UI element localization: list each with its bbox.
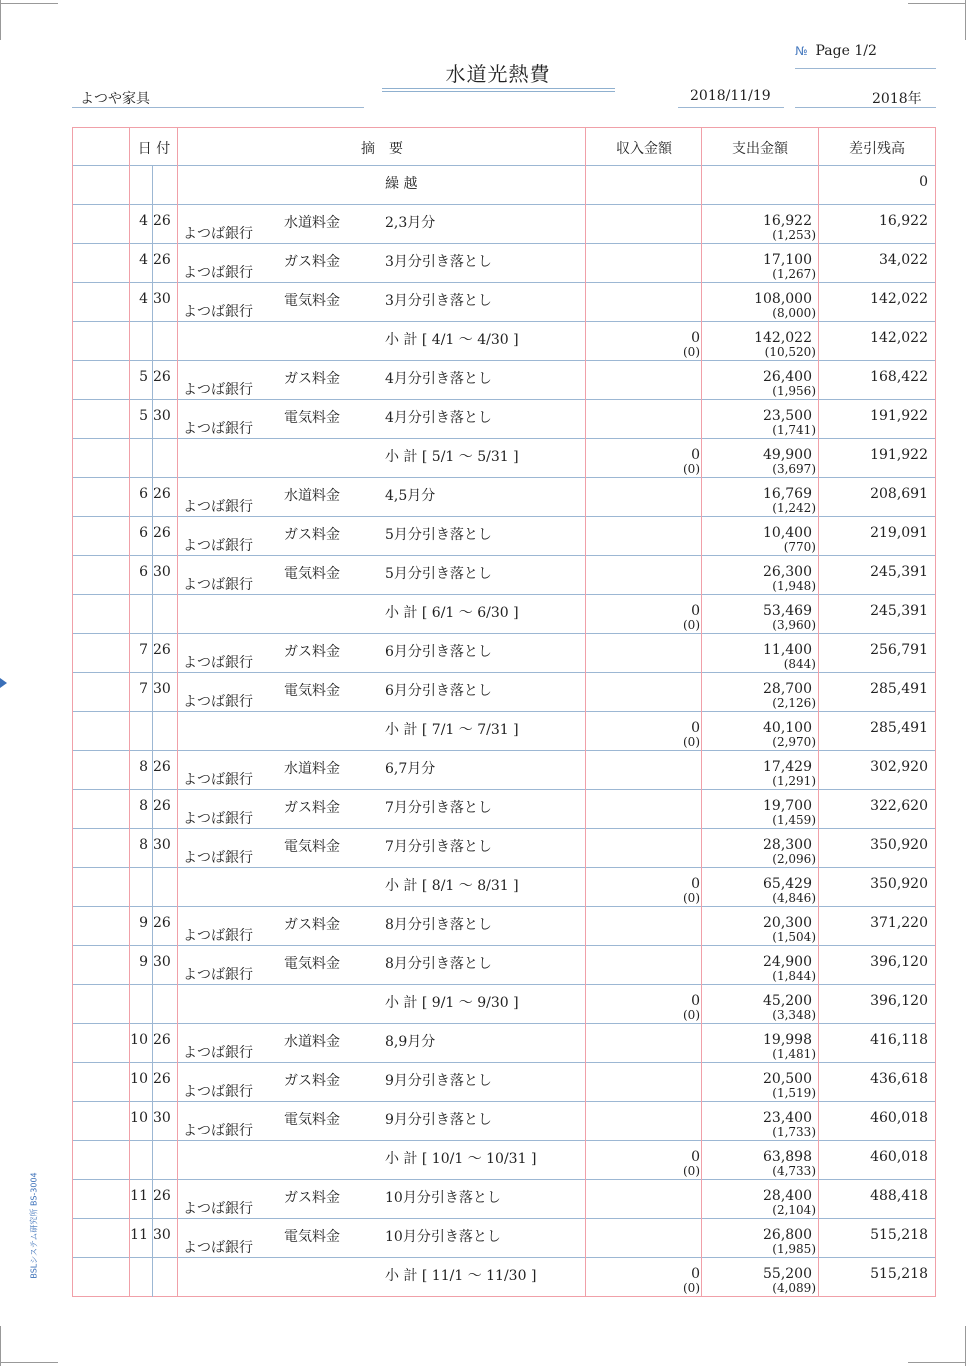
row-income-tax: (0) xyxy=(683,1164,700,1178)
row-bank: よつば銀行 xyxy=(183,265,253,281)
row-month: 7 xyxy=(139,642,148,658)
row-bank: よつば銀行 xyxy=(183,1123,253,1139)
row-expense-tax: (8,000) xyxy=(772,306,816,320)
row-month: 10 xyxy=(130,1032,148,1048)
row-month: 7 xyxy=(139,681,148,697)
row-bank: よつば銀行 xyxy=(183,421,253,437)
company-name: よつや家具 xyxy=(80,91,150,107)
row-expense-tax: (1,253) xyxy=(772,228,816,242)
row-category: 電気料金 xyxy=(284,293,340,309)
row-expense-tax: (2,970) xyxy=(772,735,816,749)
header-balance: 差引残高 xyxy=(849,141,905,157)
row-income: 0 xyxy=(691,720,700,736)
row-month: 8 xyxy=(139,798,148,814)
row-balance: 285,491 xyxy=(870,681,928,697)
row-income-tax: (0) xyxy=(683,618,700,632)
row-balance: 245,391 xyxy=(870,603,928,619)
row-category: ガス料金 xyxy=(284,800,340,816)
page-indicator xyxy=(795,43,877,59)
row-expense-tax: (4,089) xyxy=(772,1281,816,1295)
row-expense-tax: (1,956) xyxy=(772,384,816,398)
row-memo: 9月分引き落とし xyxy=(385,1112,492,1128)
row-category: 水道料金 xyxy=(284,761,340,777)
row-expense: 49,900 xyxy=(763,447,812,463)
row-day: 30 xyxy=(153,564,171,580)
row-memo: 3月分引き落とし xyxy=(385,254,492,270)
row-category: 電気料金 xyxy=(284,410,340,426)
company-underline xyxy=(72,107,364,108)
row-bank: よつば銀行 xyxy=(183,577,253,593)
crop-mark xyxy=(0,1326,1,1366)
row-expense: 20,300 xyxy=(763,915,812,931)
row-day: 26 xyxy=(153,915,171,931)
row-balance: 256,791 xyxy=(870,642,928,658)
row-category: 電気料金 xyxy=(284,1112,340,1128)
row-expense: 40,100 xyxy=(763,720,812,736)
row-memo: 小 計 [ 4/1 ～ 4/30 ] xyxy=(385,332,519,348)
row-bank: よつば銀行 xyxy=(183,967,253,983)
row-month: 11 xyxy=(130,1188,148,1204)
row-day: 26 xyxy=(153,759,171,775)
row-income: 0 xyxy=(691,603,700,619)
row-balance: 350,920 xyxy=(870,876,928,892)
row-day: 26 xyxy=(153,1032,171,1048)
print-date: 2018/11/19 xyxy=(690,88,771,104)
row-day: 30 xyxy=(153,1227,171,1243)
row-day: 30 xyxy=(153,954,171,970)
row-balance: 142,022 xyxy=(870,330,928,346)
row-expense-tax: (3,960) xyxy=(772,618,816,632)
row-bank: よつば銀行 xyxy=(183,226,253,242)
grid-line xyxy=(177,127,178,1297)
grid-line xyxy=(818,127,819,1297)
row-expense-tax: (3,697) xyxy=(772,462,816,476)
page-no-label: № xyxy=(795,44,808,58)
row-expense: 16,922 xyxy=(763,213,812,229)
row-memo: 10月分引き落とし xyxy=(385,1229,501,1245)
row-day: 26 xyxy=(153,486,171,502)
row-month: 4 xyxy=(139,213,148,229)
row-balance: 245,391 xyxy=(870,564,928,580)
crop-mark xyxy=(908,1362,966,1363)
row-category: ガス料金 xyxy=(284,371,340,387)
row-balance: 515,218 xyxy=(870,1266,928,1282)
row-expense-tax: (770) xyxy=(783,540,816,554)
row-month: 8 xyxy=(139,759,148,775)
row-memo: 4月分引き落とし xyxy=(385,371,492,387)
row-expense: 28,300 xyxy=(763,837,812,853)
row-memo: 2,3月分 xyxy=(385,215,436,231)
row-expense: 17,100 xyxy=(763,252,812,268)
row-balance: 488,418 xyxy=(870,1188,928,1204)
row-category: 電気料金 xyxy=(284,839,340,855)
row-bank: よつば銀行 xyxy=(183,304,253,320)
row-month: 9 xyxy=(139,915,148,931)
row-memo: 小 計 [ 5/1 ～ 5/31 ] xyxy=(385,449,519,465)
row-balance: 460,018 xyxy=(870,1110,928,1126)
row-balance: 396,120 xyxy=(870,993,928,1009)
row-memo: 小 計 [ 8/1 ～ 8/31 ] xyxy=(385,878,519,894)
row-expense: 23,500 xyxy=(763,408,812,424)
row-day: 26 xyxy=(153,1188,171,1204)
row-memo: 9月分引き落とし xyxy=(385,1073,492,1089)
row-day: 30 xyxy=(153,681,171,697)
header-income: 収入金額 xyxy=(616,141,672,157)
row-expense-tax: (1,267) xyxy=(772,267,816,281)
crop-mark xyxy=(0,3,58,4)
grid-line xyxy=(152,166,153,1297)
title-underline xyxy=(382,91,615,92)
row-income: 0 xyxy=(691,993,700,1009)
row-income-tax: (0) xyxy=(683,1008,700,1022)
row-balance: 371,220 xyxy=(870,915,928,931)
grid-line xyxy=(129,127,130,1297)
row-memo: 4月分引き落とし xyxy=(385,410,492,426)
row-memo: 4,5月分 xyxy=(385,488,436,504)
row-month: 5 xyxy=(139,408,148,424)
grid-line xyxy=(585,127,586,1297)
header-summary: 摘 要 xyxy=(361,141,403,157)
row-category: 電気料金 xyxy=(284,566,340,582)
row-balance: 142,022 xyxy=(870,291,928,307)
row-balance: 396,120 xyxy=(870,954,928,970)
row-month: 4 xyxy=(139,291,148,307)
row-category: 水道料金 xyxy=(284,488,340,504)
row-balance: 16,922 xyxy=(879,213,928,229)
row-expense-tax: (3,348) xyxy=(772,1008,816,1022)
row-expense: 45,200 xyxy=(763,993,812,1009)
row-month: 9 xyxy=(139,954,148,970)
row-income-tax: (0) xyxy=(683,462,700,476)
row-balance: 191,922 xyxy=(870,408,928,424)
row-expense: 19,700 xyxy=(763,798,812,814)
document-title: 水道光熱費 xyxy=(445,62,551,86)
row-day: 26 xyxy=(153,642,171,658)
row-balance: 34,022 xyxy=(879,252,928,268)
row-day: 26 xyxy=(153,252,171,268)
row-expense-tax: (2,104) xyxy=(772,1203,816,1217)
row-expense-tax: (1,948) xyxy=(772,579,816,593)
row-memo: 繰 越 xyxy=(385,176,418,192)
row-month: 4 xyxy=(139,252,148,268)
row-expense-tax: (1,985) xyxy=(772,1242,816,1256)
row-bank: よつば銀行 xyxy=(183,1084,253,1100)
row-bank: よつば銀行 xyxy=(183,655,253,671)
row-category: 電気料金 xyxy=(284,956,340,972)
row-expense: 24,900 xyxy=(763,954,812,970)
row-expense-tax: (10,520) xyxy=(764,345,816,359)
row-bank: よつば銀行 xyxy=(183,538,253,554)
row-bank: よつば銀行 xyxy=(183,382,253,398)
row-month: 11 xyxy=(130,1227,148,1243)
row-expense: 65,429 xyxy=(763,876,812,892)
row-expense-tax: (1,291) xyxy=(772,774,816,788)
row-memo: 6,7月分 xyxy=(385,761,436,777)
page-number: Page 1/2 xyxy=(815,43,877,59)
row-expense-tax: (1,844) xyxy=(772,969,816,983)
row-memo: 5月分引き落とし xyxy=(385,566,492,582)
row-memo: 7月分引き落とし xyxy=(385,839,492,855)
row-day: 26 xyxy=(153,213,171,229)
row-balance: 416,118 xyxy=(870,1032,928,1048)
row-balance: 208,691 xyxy=(870,486,928,502)
row-bank: よつば銀行 xyxy=(183,1240,253,1256)
header-date: 日 付 xyxy=(137,141,171,157)
row-category: 電気料金 xyxy=(284,1229,340,1245)
row-bank: よつば銀行 xyxy=(183,850,253,866)
row-category: 水道料金 xyxy=(284,1034,340,1050)
header-expense: 支出金額 xyxy=(732,141,788,157)
grid-line xyxy=(701,127,702,1297)
crop-mark xyxy=(908,3,966,4)
row-expense: 142,022 xyxy=(754,330,812,346)
row-month: 5 xyxy=(139,369,148,385)
row-bank: よつば銀行 xyxy=(183,772,253,788)
row-income: 0 xyxy=(691,1149,700,1165)
row-category: 電気料金 xyxy=(284,683,340,699)
row-month: 10 xyxy=(130,1110,148,1126)
row-category: ガス料金 xyxy=(284,917,340,933)
row-month: 10 xyxy=(130,1071,148,1087)
row-balance: 322,620 xyxy=(870,798,928,814)
row-income-tax: (0) xyxy=(683,735,700,749)
row-memo: 8月分引き落とし xyxy=(385,956,492,972)
row-category: ガス料金 xyxy=(284,1073,340,1089)
fiscal-year: 2018年 xyxy=(872,91,922,107)
row-memo: 10月分引き落とし xyxy=(385,1190,501,1206)
row-expense-tax: (2,126) xyxy=(772,696,816,710)
row-month: 6 xyxy=(139,525,148,541)
crop-mark xyxy=(0,0,1,40)
row-balance: 350,920 xyxy=(870,837,928,853)
row-expense-tax: (1,519) xyxy=(772,1086,816,1100)
row-expense: 55,200 xyxy=(763,1266,812,1282)
row-category: ガス料金 xyxy=(284,527,340,543)
row-expense-tax: (1,242) xyxy=(772,501,816,515)
row-day: 30 xyxy=(153,1110,171,1126)
date-underline xyxy=(678,107,784,108)
row-expense: 23,400 xyxy=(763,1110,812,1126)
page-underline xyxy=(795,68,936,69)
row-balance: 191,922 xyxy=(870,447,928,463)
row-balance: 436,618 xyxy=(870,1071,928,1087)
row-income: 0 xyxy=(691,330,700,346)
row-memo: 7月分引き落とし xyxy=(385,800,492,816)
row-expense-tax: (1,504) xyxy=(772,930,816,944)
row-expense: 26,800 xyxy=(763,1227,812,1243)
row-income-tax: (0) xyxy=(683,891,700,905)
row-income: 0 xyxy=(691,447,700,463)
row-category: ガス料金 xyxy=(284,1190,340,1206)
row-expense: 26,400 xyxy=(763,369,812,385)
row-bank: よつば銀行 xyxy=(183,928,253,944)
row-memo: 小 計 [ 11/1 ～ 11/30 ] xyxy=(385,1268,537,1284)
row-income: 0 xyxy=(691,876,700,892)
row-income: 0 xyxy=(691,1266,700,1282)
row-expense-tax: (1,459) xyxy=(772,813,816,827)
row-memo: 6月分引き落とし xyxy=(385,683,492,699)
row-expense: 17,429 xyxy=(763,759,812,775)
row-memo: 8月分引き落とし xyxy=(385,917,492,933)
row-memo: 6月分引き落とし xyxy=(385,644,492,660)
row-category: 水道料金 xyxy=(284,215,340,231)
row-balance: 515,218 xyxy=(870,1227,928,1243)
row-day: 30 xyxy=(153,837,171,853)
row-memo: 3月分引き落とし xyxy=(385,293,492,309)
row-expense-tax: (4,733) xyxy=(772,1164,816,1178)
form-code-label: BSLシステム研究所 BS-3004 xyxy=(29,1172,39,1279)
ledger-table xyxy=(72,127,936,1297)
row-income-tax: (0) xyxy=(683,1281,700,1295)
row-bank: よつば銀行 xyxy=(183,811,253,827)
crop-mark xyxy=(0,1362,58,1363)
row-month: 6 xyxy=(139,564,148,580)
row-expense: 20,500 xyxy=(763,1071,812,1087)
row-day: 26 xyxy=(153,369,171,385)
row-memo: 小 計 [ 7/1 ～ 7/31 ] xyxy=(385,722,519,738)
row-memo: 小 計 [ 6/1 ～ 6/30 ] xyxy=(385,605,519,621)
row-day: 30 xyxy=(153,291,171,307)
row-day: 30 xyxy=(153,408,171,424)
row-day: 26 xyxy=(153,798,171,814)
row-income-tax: (0) xyxy=(683,345,700,359)
row-category: ガス料金 xyxy=(284,644,340,660)
row-month: 8 xyxy=(139,837,148,853)
row-expense-tax: (1,741) xyxy=(772,423,816,437)
page-marker-arrow-icon xyxy=(0,678,7,688)
row-bank: よつば銀行 xyxy=(183,694,253,710)
row-category: ガス料金 xyxy=(284,254,340,270)
row-expense: 26,300 xyxy=(763,564,812,580)
row-memo: 8,9月分 xyxy=(385,1034,436,1050)
row-balance: 219,091 xyxy=(870,525,928,541)
row-expense: 28,700 xyxy=(763,681,812,697)
row-bank: よつば銀行 xyxy=(183,1201,253,1217)
row-month: 6 xyxy=(139,486,148,502)
row-expense: 28,400 xyxy=(763,1188,812,1204)
title-underline xyxy=(382,88,615,89)
row-balance: 285,491 xyxy=(870,720,928,736)
row-expense-tax: (2,096) xyxy=(772,852,816,866)
row-expense-tax: (1,481) xyxy=(772,1047,816,1061)
row-expense: 108,000 xyxy=(754,291,812,307)
row-day: 26 xyxy=(153,525,171,541)
row-expense: 53,469 xyxy=(763,603,812,619)
row-memo: 小 計 [ 9/1 ～ 9/30 ] xyxy=(385,995,519,1011)
row-expense: 16,769 xyxy=(763,486,812,502)
row-expense: 11,400 xyxy=(763,642,812,658)
row-day: 26 xyxy=(153,1071,171,1087)
row-bank: よつば銀行 xyxy=(183,1045,253,1061)
year-underline xyxy=(795,107,936,108)
row-expense: 10,400 xyxy=(763,525,812,541)
row-expense: 19,998 xyxy=(763,1032,812,1048)
row-expense: 63,898 xyxy=(763,1149,812,1165)
row-balance: 168,422 xyxy=(870,369,928,385)
row-memo: 小 計 [ 10/1 ～ 10/31 ] xyxy=(385,1151,537,1167)
row-expense-tax: (1,733) xyxy=(772,1125,816,1139)
row-expense-tax: (4,846) xyxy=(772,891,816,905)
row-memo: 5月分引き落とし xyxy=(385,527,492,543)
row-balance: 302,920 xyxy=(870,759,928,775)
table-frame xyxy=(72,127,936,1297)
row-balance: 460,018 xyxy=(870,1149,928,1165)
row-bank: よつば銀行 xyxy=(183,499,253,515)
row-expense-tax: (844) xyxy=(783,657,816,671)
row-balance: 0 xyxy=(919,174,928,190)
